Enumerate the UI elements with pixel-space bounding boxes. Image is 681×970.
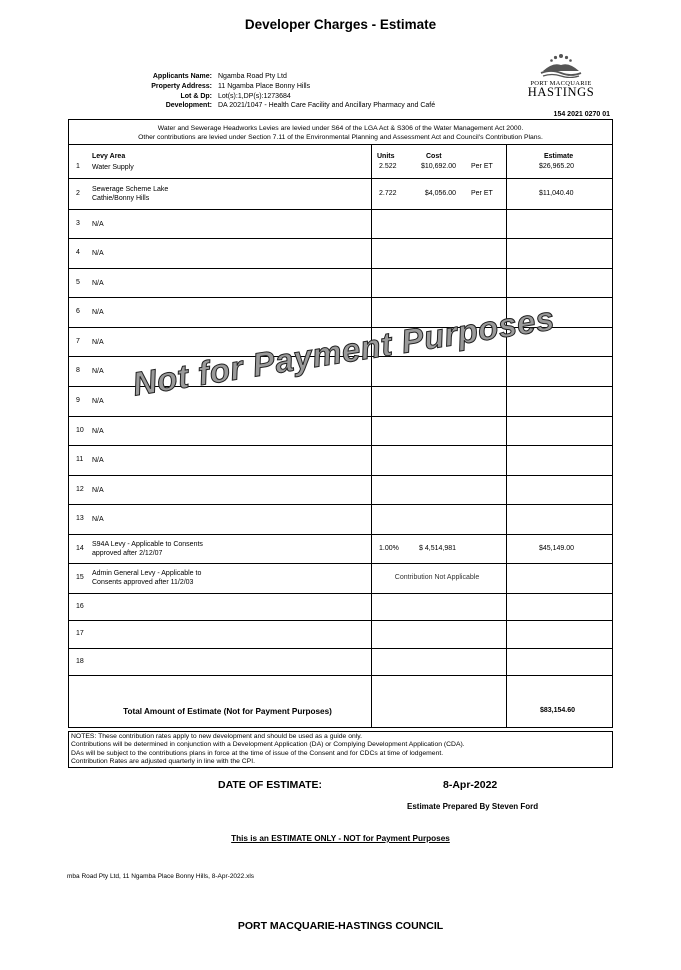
development: DA 2021/1047 - Health Care Facility and Ancillary Pharmacy and Café [218, 102, 436, 110]
levy-area: N/A [92, 279, 104, 287]
council-logo [520, 52, 602, 98]
levy-area-header: Levy Area [92, 153, 126, 160]
levy-area: N/A [92, 457, 104, 464]
lot-dp-label: Lot & Dp: [180, 92, 212, 100]
row-number: 1 [76, 162, 80, 170]
total-value: $83,154.60 [540, 707, 576, 714]
notice-line: Other contributions are levied under Section 7.11 of the Environmental Planning and Assessment Act and Council's Contribution Plans. [138, 134, 543, 141]
cost-value: $4,056.00 [424, 189, 456, 197]
cost-basis: Per ET [471, 189, 493, 197]
levy-area: N/A [92, 516, 104, 523]
row-number: 5 [76, 278, 80, 286]
logo-line-1: PORT MACQUARIE [530, 80, 592, 87]
estimate-value: $26,965.20 [539, 162, 575, 170]
watermark: Not for Payment Purposes [130, 299, 557, 403]
row-number: 16 [76, 602, 84, 610]
note-line: Contribution Rates are adjusted quarterly in line with the CPI. [71, 757, 255, 765]
estimate-header: Estimate [544, 153, 574, 160]
note-line: Contributions will be determined in conjunction with a Development Application (DA) or Complying Development Application (CDA). [71, 741, 465, 749]
note-line: DAs will be subject to the contributions plans in force at the time of issue of the Consent and for CDCs at time of lodgement. [71, 749, 444, 757]
levy-area: N/A [92, 398, 104, 405]
estimate-value: $45,149.00 [539, 544, 575, 552]
date-of-estimate: 8-Apr-2022 [443, 779, 498, 791]
row-number: 6 [76, 308, 80, 315]
row-number: 18 [76, 657, 84, 665]
levy-notice [69, 124, 612, 142]
row-number: 17 [76, 630, 84, 637]
cost-header: Cost [426, 153, 442, 160]
file-name: mba Road Pty Ltd, 11 Ngamba Place Bonny Hills, 8-Apr-2022.xls [67, 873, 255, 880]
levy-area: Water Supply [92, 163, 134, 171]
row-number: 8 [76, 367, 80, 374]
property-address: 11 Ngamba Place Bonny Hills [218, 82, 311, 90]
levy-area: N/A [92, 368, 104, 375]
development-label: Development: [165, 102, 212, 110]
applicant-name-label: Applicants Name: [152, 73, 212, 80]
note-line: NOTES: These contribution rates apply to new development and should be used as a guide only. [71, 733, 363, 740]
row-number: 7 [76, 337, 80, 345]
row-number: 2 [76, 189, 80, 197]
levy-area: S94A Levy - Applicable to Consents approved after 2/12/07 [92, 540, 203, 557]
property-address-label: Property Address: [151, 82, 212, 90]
cost-value: $10,692.00 [420, 162, 456, 170]
units-value: 1.00% [379, 544, 399, 552]
date-of-estimate-label: DATE OF ESTIMATE: [218, 779, 323, 791]
units-header: Units [377, 153, 395, 160]
lot-dp: Lot(s):1,DP(s):1273684 [218, 92, 291, 100]
row-number: 4 [76, 249, 80, 256]
units-value: 2.722 [379, 189, 397, 197]
levy-area: N/A [92, 250, 104, 257]
row-number: 13 [76, 515, 84, 522]
row-number: 11 [76, 456, 84, 463]
applicant-info [90, 72, 435, 111]
levy-area: N/A [92, 338, 104, 346]
row-number: 3 [76, 219, 80, 227]
council-logo-icon [539, 52, 583, 78]
levy-table [68, 119, 613, 728]
estimate-only-notice: This is an ESTIMATE ONLY - NOT for Payment Purposes [231, 834, 450, 843]
levy-area: Sewerage Scheme Lake Cathie/Bonny Hills [92, 185, 169, 202]
not-applicable-note: Contribution Not Applicable [394, 574, 480, 581]
levy-area: N/A [92, 486, 104, 494]
row-number: 12 [76, 485, 84, 493]
levy-area: N/A [92, 427, 104, 435]
cost-value: $ 4,514,981 [419, 544, 456, 552]
applicant-name: Ngamba Road Pty Ltd [218, 73, 287, 80]
page-title: Developer Charges - Estimate [244, 17, 437, 32]
total-label: Total Amount of Estimate (Not for Payment Purposes) [123, 707, 332, 716]
levy-area: N/A [92, 220, 104, 228]
estimate-value: $11,040.40 [539, 189, 574, 197]
notes-box [68, 731, 613, 768]
reference-number: 154 2021 0270 01 [553, 111, 610, 118]
units-value: 2.522 [379, 162, 397, 170]
logo-line-2: HASTINGS [527, 85, 595, 99]
levy-area: Admin General Levy - Applicable to Consents approved after 11/2/03 [92, 570, 202, 586]
row-number: 10 [76, 426, 84, 434]
row-number: 9 [76, 397, 80, 404]
row-number: 15 [76, 574, 84, 581]
cost-basis: Per ET [471, 162, 493, 170]
row-number: 14 [76, 544, 84, 552]
council-footer: PORT MACQUARIE-HASTINGS COUNCIL [237, 920, 444, 932]
notice-line: Water and Sewerage Headworks Levies are levied under S64 of the LGA Act & S306 of the Water Management Act 2000. [157, 125, 524, 132]
levy-area: N/A [92, 309, 104, 316]
prepared-by: Estimate Prepared By Steven Ford [407, 802, 539, 811]
